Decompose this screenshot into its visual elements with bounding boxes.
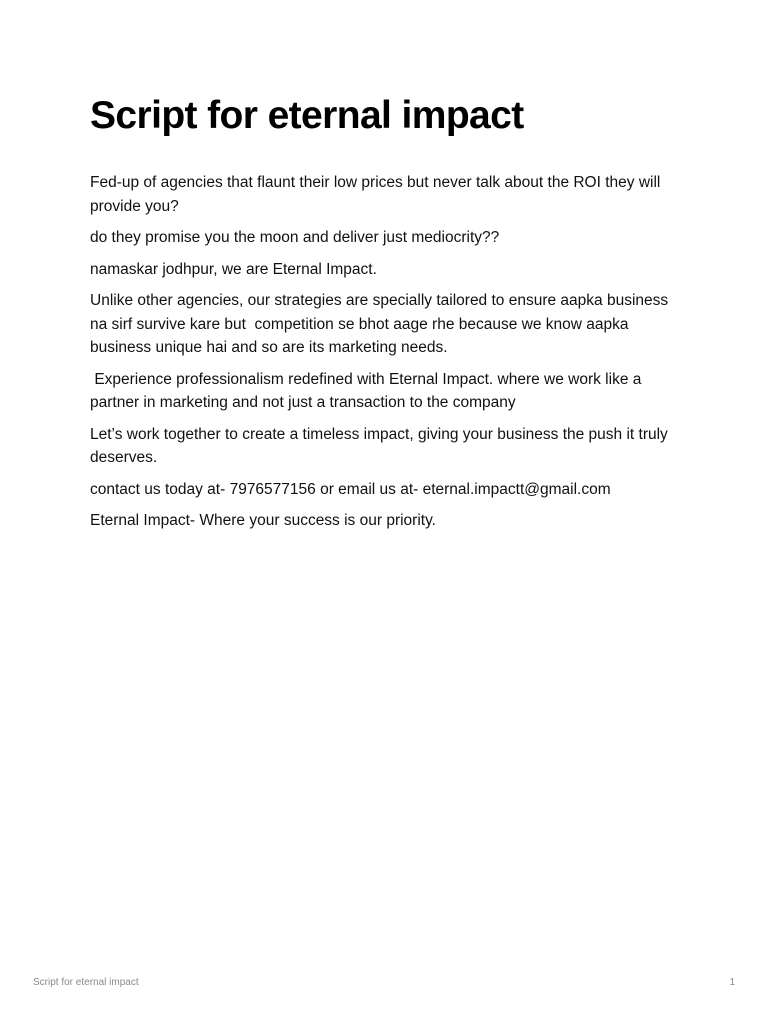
paragraph-6: Let’s work together to create a timeless impact, giving your business the push it truly deserves. xyxy=(90,425,673,466)
paragraph-2: do they promise you the moon and deliver just mediocrity?? xyxy=(90,229,500,246)
document-body xyxy=(90,93,680,541)
footer-document-title: Script for eternal impact xyxy=(33,977,139,988)
paragraph-7-contact: contact us today at- 7976577156 or email us at- eternal.impactt@gmail.com xyxy=(90,480,611,498)
footer-page-number: 1 xyxy=(729,977,735,988)
paragraph-3: namaskar jodhpur, we are Eternal Impact. xyxy=(90,260,377,278)
paragraph-5: Experience professionalism redefined with Eternal Impact. where we work like a partner in marketing and not just a transaction to the company xyxy=(90,370,646,411)
page-title: Script for eternal impact xyxy=(90,94,524,137)
paragraph-4: Unlike other agencies, our strategies are specially tailored to ensure aapka business na sirf survive kare but competition se bhot aage rhe because we know aapka business unique hai and so are its marketing needs. xyxy=(90,292,673,356)
paragraph-1: Fed-up of agencies that flaunt their low prices but never talk about the ROI they will provide you? xyxy=(90,174,665,215)
paragraph-8-tagline: Eternal Impact- Where your success is our priority. xyxy=(90,512,436,529)
